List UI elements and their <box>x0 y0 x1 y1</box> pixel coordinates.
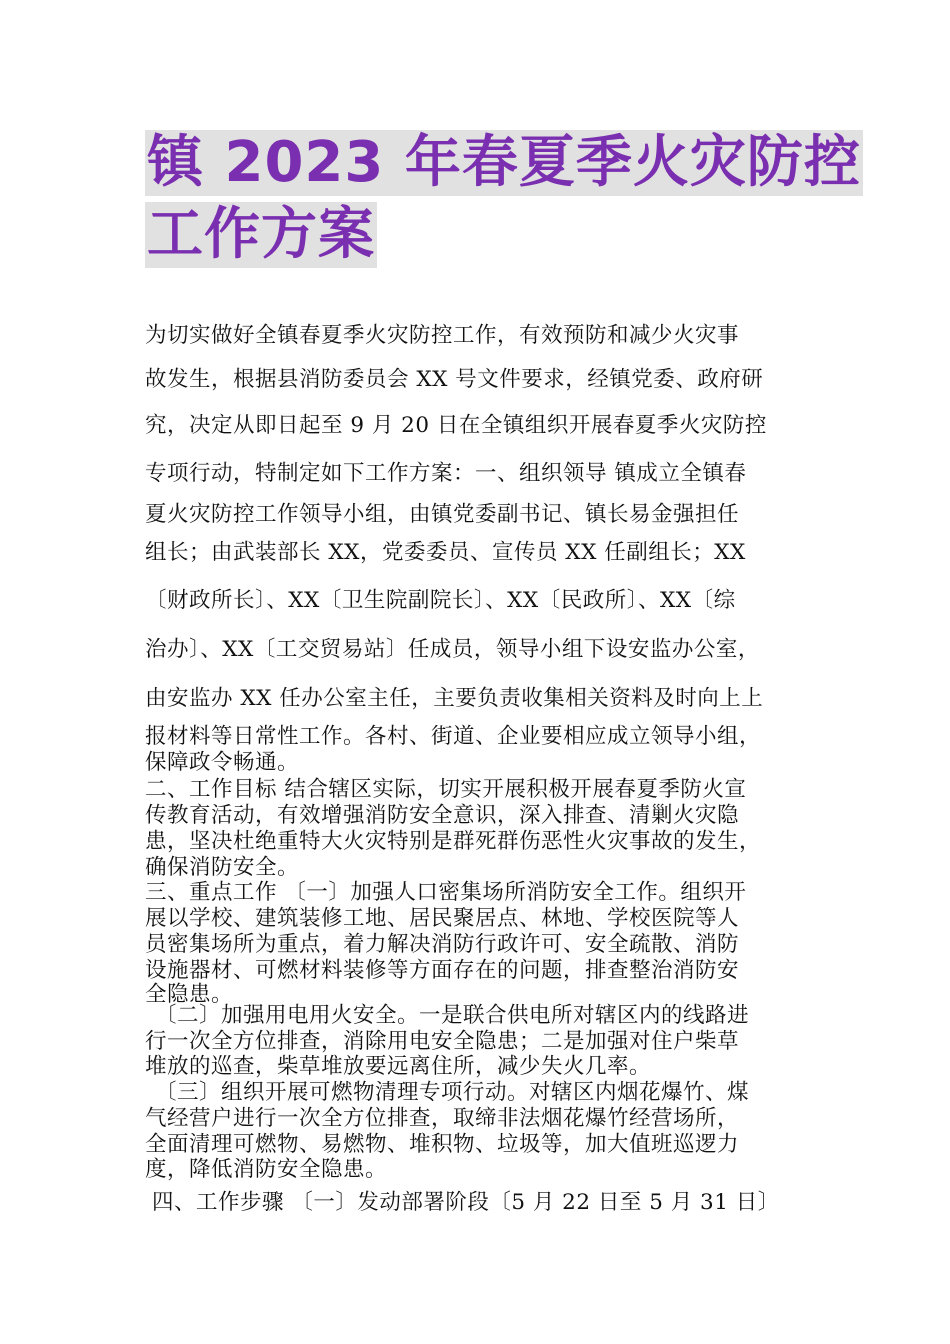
body-line: 度，降低消防安全隐患。 <box>145 1157 388 1182</box>
body-line: 二、工作目标 结合辖区实际，切实开展积极开展春夏季防火宣 <box>145 777 747 802</box>
body-line: 患，坚决杜绝重特大火灾特别是群死群伤恶性火灾事故的发生， <box>145 829 762 854</box>
body-line: 〔二〕加强用电用火安全。一是联合供电所对辖区内的线路进 <box>155 1003 750 1028</box>
body-line: 确保消防安全。 <box>145 855 300 880</box>
body-line: 为切实做好全镇春夏季火灾防控工作，有效预防和减少火灾事 <box>145 323 740 348</box>
body-line: 三、重点工作 〔一〕加强人口密集场所消防安全工作。组织开 <box>145 880 747 905</box>
body-line: 专项行动，特制定如下工作方案：一、组织领导 镇成立全镇春 <box>145 461 747 486</box>
body-line: 〔三〕组织开展可燃物清理专项行动。对辖区内烟花爆竹、煤 <box>155 1080 750 1105</box>
body-line: 堆放的巡查，柴草堆放要远离住所，减少失火几率。 <box>145 1054 652 1079</box>
body-line: 报材料等日常性工作。各村、街道、企业要相应成立领导小组， <box>145 724 762 749</box>
body-line: 保障政令畅通。 <box>145 750 300 775</box>
body-line: 设施器材、可燃材料装修等方面存在的问题，排查整治消防安 <box>145 958 740 983</box>
body-line: 全隐患。 <box>145 982 234 1007</box>
title-line-1: 镇 2023 年春夏季火灾防控 <box>147 130 861 195</box>
body-line: 全面清理可燃物、易燃物、堆积物、垃圾等，加大值班巡逻力 <box>145 1132 740 1157</box>
body-line: 故发生，根据县消防委员会 XX 号文件要求，经镇党委、政府研 <box>145 367 764 392</box>
body-line: 组长；由武装部长 XX，党委委员、宣传员 XX 任副组长；XX <box>145 540 746 565</box>
body-line: 由安监办 XX 任办公室主任，主要负责收集相关资料及时向上上 <box>145 686 764 711</box>
body-line: 气经营户进行一次全方位排查，取缔非法烟花爆竹经营场所， <box>145 1106 740 1131</box>
body-line: 〔财政所长〕、XX〔卫生院副院长〕、XX〔民政所〕、XX〔综 <box>145 588 736 613</box>
title-line-2: 工作方案 <box>147 202 375 267</box>
body-line: 传教育活动，有效增强消防安全意识，深入排查、清剿火灾隐 <box>145 803 740 828</box>
body-line: 究，决定从即日起至 9 月 20 日在全镇组织开展春夏季火灾防控 <box>145 413 767 438</box>
body-line: 行一次全方位排查，消除用电安全隐患；二是加强对住户柴草 <box>145 1029 740 1054</box>
body-line: 治办〕、XX〔工交贸易站〕任成员，领导小组下设安监办公室， <box>145 637 760 662</box>
body-line: 夏火灾防控工作领导小组，由镇党委副书记、镇长易金强担任 <box>145 502 740 527</box>
body-line: 四、工作步骤 〔一〕发动部署阶段〔5 月 22 日至 5 月 31 日〕 <box>152 1190 780 1215</box>
body-line: 员密集场所为重点，着力解决消防行政许可、安全疏散、消防 <box>145 932 740 957</box>
body-line: 展以学校、建筑装修工地、居民聚居点、林地、学校医院等人 <box>145 906 740 931</box>
